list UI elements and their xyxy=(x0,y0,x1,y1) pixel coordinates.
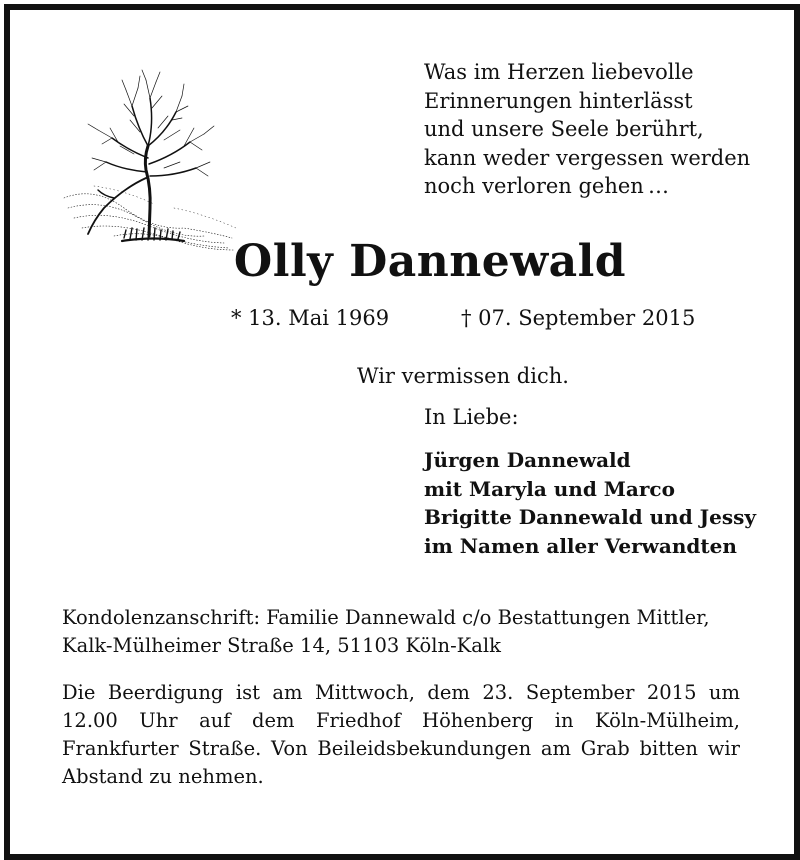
birth-date: * 13. Mai 1969 xyxy=(231,306,390,330)
poem-line: Was im Herzen liebevolle xyxy=(424,60,694,84)
signer-line: Brigitte Dannewald und Jessy xyxy=(424,505,756,529)
condolence-line: Kalk-Mülheimer Straße 14, 51103 Köln-Kalk xyxy=(62,634,501,657)
tree-illustration xyxy=(54,58,244,258)
signature-names xyxy=(424,446,756,560)
funeral-notice: Die Beerdigung ist am Mittwoch, dem 23. September 2015 um 12.00 Uhr auf dem Friedhof Höhenberg in Köln-Mülheim, Frankfurter Straße. Von Beileidsbekundungen am Grab bitten wir Abstand zu nehmen. xyxy=(62,681,740,788)
poem-line: noch verloren gehen … xyxy=(424,174,670,198)
signer-line: mit Maryla und Marco xyxy=(424,476,675,501)
condolence-line: Kondolenzanschrift: Familie Dannewald c/o Bestattungen Mittler, xyxy=(62,606,710,629)
signer-line: Jürgen Dannewald xyxy=(424,448,631,472)
condolence-address xyxy=(62,604,746,660)
poem xyxy=(424,58,764,201)
farewell-message: Wir vermissen dich. xyxy=(357,364,569,388)
tree-trunk xyxy=(145,146,150,236)
poem-line: und unsere Seele berührt, xyxy=(424,117,704,141)
poem-line: Erinnerungen hinterlässt xyxy=(424,88,693,113)
death-date: † 07. September 2015 xyxy=(461,306,696,330)
signer-line: im Namen aller Verwandten xyxy=(424,533,737,558)
signature-intro: In Liebe: xyxy=(424,405,519,429)
deceased-name: Olly Dannewald xyxy=(233,236,627,287)
poem-line: kann weder vergessen werden xyxy=(424,145,751,170)
